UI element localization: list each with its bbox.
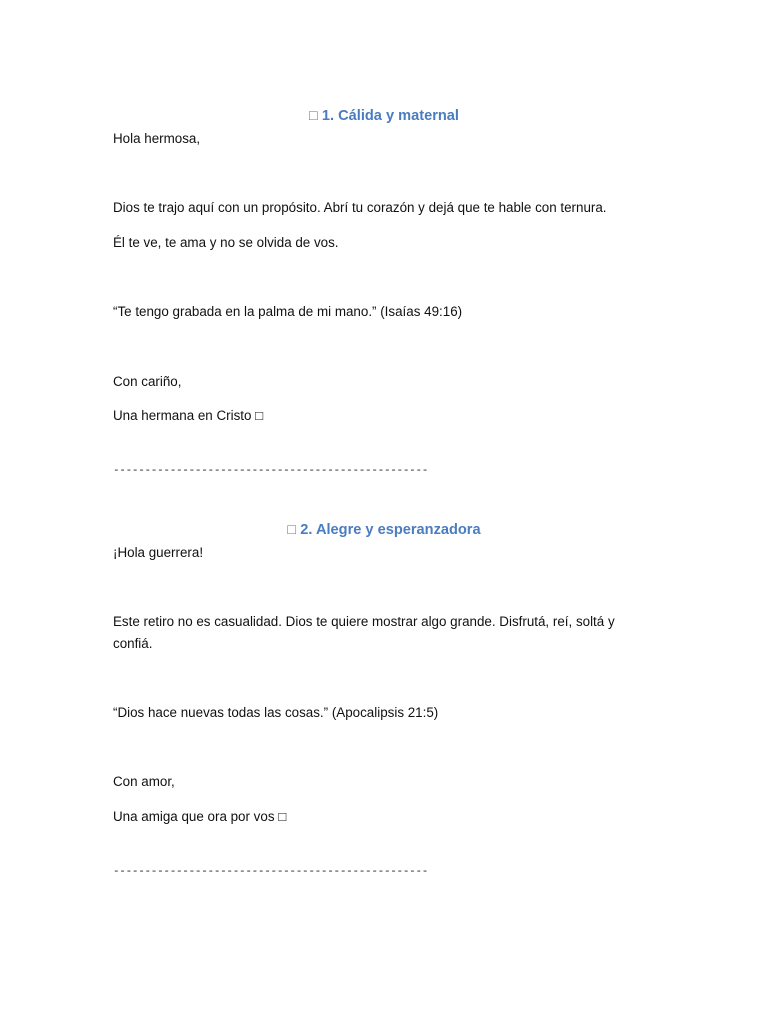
section-1-closing: Con cariño, bbox=[113, 374, 182, 389]
section-1-body-1: Dios te trajo aquí con un propósito. Abrí tu corazón y dejá que te hable con ternura. bbox=[113, 200, 607, 215]
section-1-heading: □ 1. Cálida y maternal bbox=[309, 108, 459, 124]
section-1-separator: -------------------------------------------------- bbox=[113, 465, 429, 477]
section-1-body-2: Él te ve, te ama y no se olvida de vos. bbox=[113, 235, 339, 250]
section-2-closing: Con amor, bbox=[113, 774, 175, 789]
section-1-signature: Una hermana en Cristo □ bbox=[113, 408, 264, 423]
section-1-greeting: Hola hermosa, bbox=[113, 131, 201, 146]
section-2-signature: Una amiga que ora por vos □ bbox=[113, 809, 287, 824]
section-2-body-1: Este retiro no es casualidad. Dios te quiere mostrar algo grande. Disfrutá, reí, soltá y confiá. bbox=[113, 614, 615, 651]
section-2-separator: -------------------------------------------------- bbox=[113, 866, 429, 878]
section-2-verse: “Dios hace nuevas todas las cosas.” (Apocalipsis 21:5) bbox=[113, 705, 439, 720]
section-2-greeting: ¡Hola guerrera! bbox=[113, 545, 204, 560]
section-1-verse: “Te tengo grabada en la palma de mi mano.” (Isaías 49:16) bbox=[113, 304, 463, 319]
section-2-heading: □ 2. Alegre y esperanzadora bbox=[287, 522, 481, 538]
